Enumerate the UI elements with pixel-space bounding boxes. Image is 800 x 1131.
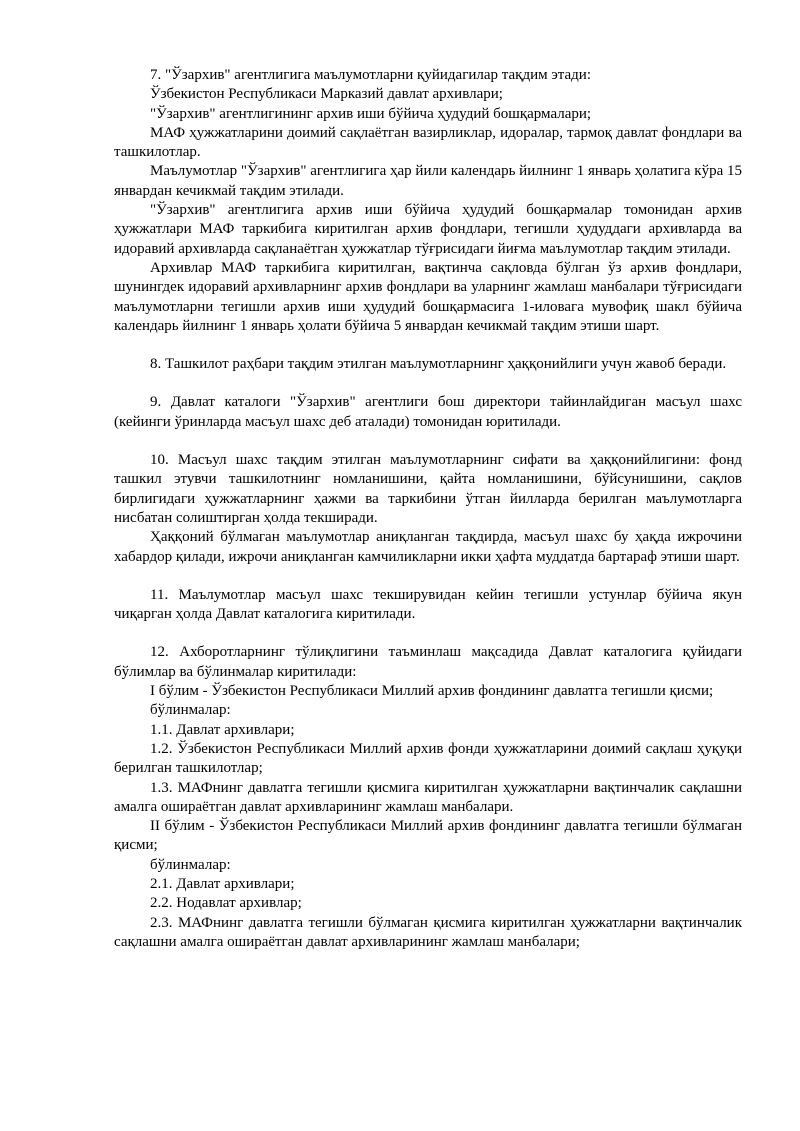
document-body (114, 66, 742, 952)
paragraph: 12. Ахборотларнинг тўлиқлигини таъминлаш мақсадида Давлат каталогига қуйидаги бўлимлар ва бўлинмалар киритилади: (114, 644, 742, 680)
paragraph: 1.2. Ўзбекистон Республикаси Миллий архив фонди ҳужжатларини доимий сақлаш ҳуқуқи берилган ташкилотлар; (114, 740, 742, 777)
paragraph: МАФ ҳужжатларини доимий сақлаётган вазирликлар, идоралар, тармоқ давлат фондлари ва ташкилотлар. (114, 124, 742, 161)
paragraph: Ҳаққоний бўлмаган маълумотлар аниқланган тақдирда, масъул шахс бу ҳақда ижрочини хабардор қилади, ижрочи аниқланган камчиликларни икки ҳафта муддатда бартараф этиши шарт. (114, 529, 742, 565)
paragraph: 7. "Ўзархив" агентлигига маълумотларни қуйидагилар тақдим этади: (150, 67, 592, 83)
paragraph: 10. Масъул шахс тақдим этилган маълумотларнинг сифати ва ҳаққонийлигини: фонд ташкил этувчи ташкилотнинг номланишини, қайта номланишини, бўйсунишини, сақлов бирлигидаги ҳужжатларнинг ҳажми ва таркибини ўтган йилларда берилган маълумотларга нисбатан солиштирган ҳолда текширади. (114, 452, 742, 526)
paragraph: 8. Ташкилот раҳбари тақдим этилган маълумотларнинг ҳаққонийлиги учун жавоб беради. (150, 356, 727, 373)
paragraph: 2.2. Нодавлат архивлар; (150, 895, 302, 912)
paragraph: 1.3. МАФнинг давлатга тегишли қисмига киритилган ҳужжатларни вақтинчалик сақлашни амалга ошираётган давлат архивларининг жамлаш манбалари. (114, 779, 742, 815)
paragraph-spacer (114, 624, 742, 643)
paragraph: 9. Давлат каталоги "Ўзархив" агентлиги бош директори тайинлайдиган масъул шахс (кейинги ўринларда масъул шахс деб аталади) томонидан юритилади. (114, 394, 742, 430)
paragraph-spacer (114, 432, 742, 451)
paragraph-spacer (114, 374, 742, 393)
paragraph: 2.3. МАФнинг давлатга тегишли бўлмаган қисмига киритилган ҳужжатларни вақтинчалик сақлашни амалга ошираётган давлат архивларининг жамлаш манбалари; (114, 914, 742, 950)
paragraph: I бўлим - Ўзбекистон Республикаси Миллий архив фондининг давлатга тегишли қисми; (150, 683, 714, 700)
paragraph: Ўзбекистон Республикаси Марказий давлат архивлари; (150, 86, 503, 103)
paragraph: Маълумотлар "Ўзархив" агентлигига ҳар йили календарь йилнинг 1 январь ҳолатига кўра 15 январдан кечикмай тақдим этилади. (114, 163, 742, 199)
paragraph: 1.1. Давлат архивлари; (150, 721, 295, 738)
paragraph: "Ўзархив" агентлигининг архив иши бўйича ҳудудий бошқармалари; (150, 105, 592, 122)
paragraph: 2.1. Давлат архивлари; (150, 875, 295, 892)
paragraph: Архивлар МАФ таркибига киритилган, вақтинча сақловда бўлган ўз архив фондлари, шунингдек идоравий архивларнинг архив фондлари ва уларнинг жамлаш манбалари тўғрисидаги маълумотларни тегишли архив иши ҳудудий бошқармасига 1-иловага мувофиқ шакл бўйича календарь йилнинг 1 январь ҳолати бўйича 5 январдан кечикмай тақдим этиши шарт. (114, 259, 742, 334)
paragraph: II бўлим - Ўзбекистон Республикаси Миллий архив фондининг давлатга тегишли бўлмаган қисми; (114, 818, 742, 854)
paragraph: бўлинмалар: (150, 702, 231, 719)
paragraph-spacer (114, 336, 742, 355)
paragraph-spacer (114, 567, 742, 586)
paragraph: 11. Маълумотлар масъул шахс текширувидан кейин тегишли устунлар бўйича якун чиқарган ҳолда Давлат каталогига киритилади. (114, 586, 742, 623)
paragraph: бўлинмалар: (150, 856, 231, 873)
paragraph: "Ўзархив" агентлигига архив иши бўйича ҳудудий бошқармалар томонидан архив ҳужжатлари МАФ таркибига киритилган архив фондлари, тегишли ҳудуддаги архивларда ва идоравий архивларда сақланаётган ҳужжатлар тўғрисидаги йиғма маълумотлар тақдим этилади. (114, 202, 742, 257)
